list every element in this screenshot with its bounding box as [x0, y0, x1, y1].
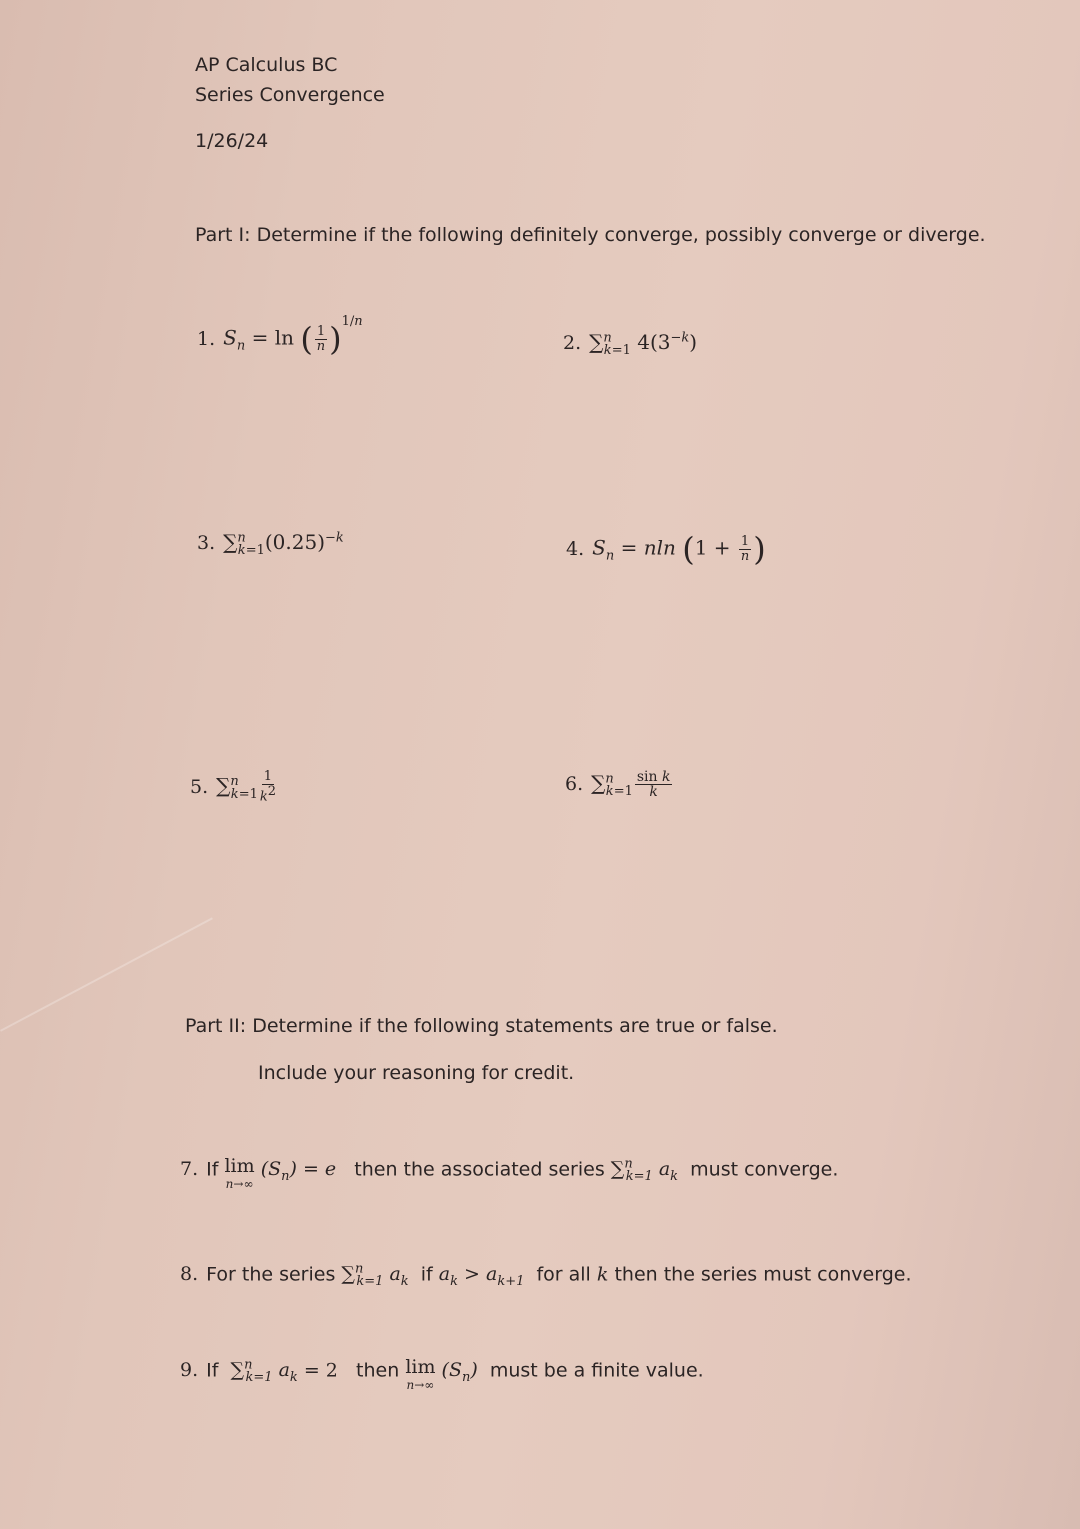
problem-5: 5. ∑$^n_{k=1}$ $\frac{1}{k^2}$ [190, 769, 277, 805]
statement-7: 7. If lim n→∞ $(S_n) = e$ then the associated series ∑$^n_{k=1}$ $a_k$ must converge. [180, 1155, 839, 1191]
part1-instruction: Part I: Determine if the following definitely converge, possibly converge or diverge. [195, 224, 986, 246]
part2-instruction: Part II: Determine if the following statements are true or false. [185, 1015, 778, 1037]
problem-number: 4. [566, 537, 585, 560]
statement-if: If [206, 1359, 219, 1382]
paper-crease [0, 917, 213, 1031]
problem-number: 1. [197, 327, 216, 350]
problem-number: 6. [565, 773, 584, 795]
problem-1: 1. $S_n = \ln$ ( $\frac{1}{n}$ )$^{1/n}$ [197, 313, 363, 358]
statement-number: 8. [180, 1263, 199, 1286]
statement-start: For the series [206, 1263, 336, 1286]
statement-then: then the associated series [354, 1158, 605, 1181]
problem-number: 2. [563, 332, 582, 354]
course-title: AP Calculus BC [195, 54, 338, 76]
statement-if: If [206, 1158, 219, 1181]
date-label: 1/26/24 [195, 130, 269, 152]
statement-end: must be a finite value. [489, 1359, 704, 1382]
problem-4: 4. $S_n = nln$ (1 + $\frac{1}{n}$ ) [566, 530, 766, 568]
statement-number: 7. [180, 1158, 199, 1181]
statement-8: 8. For the series ∑$^n_{k=1}$ $a_k$ if $a_k > a_{k+1}$ for all k then the series must converge. [180, 1262, 912, 1290]
problem-2: 2. ∑$^n_{k=1}$ $4(3^{-k})$ [563, 330, 698, 358]
statement-then: then [356, 1359, 400, 1382]
topic-title: Series Convergence [195, 84, 385, 106]
part2-note: Include your reasoning for credit. [258, 1062, 575, 1084]
statement-forall: for all [536, 1263, 591, 1286]
statement-if: if [420, 1263, 433, 1286]
problem-number: 5. [190, 775, 209, 798]
problem-6: 6. ∑$^n_{k=1}$ $\frac{\text{sin k}}{k}$ [565, 769, 671, 800]
statement-9: 9. If ∑$^n_{k=1}$ $a_k = 2$ then lim n→∞ $(S_n)$ must be a finite value. [180, 1356, 704, 1392]
problem-number: 3. [197, 532, 216, 554]
problem-3: 3. $\sum^n_{k=1}(0.25)^{-k}$ [197, 530, 344, 558]
statement-end: then the series must converge. [614, 1263, 912, 1286]
statement-number: 9. [180, 1359, 199, 1382]
statement-end: must converge. [690, 1158, 839, 1181]
